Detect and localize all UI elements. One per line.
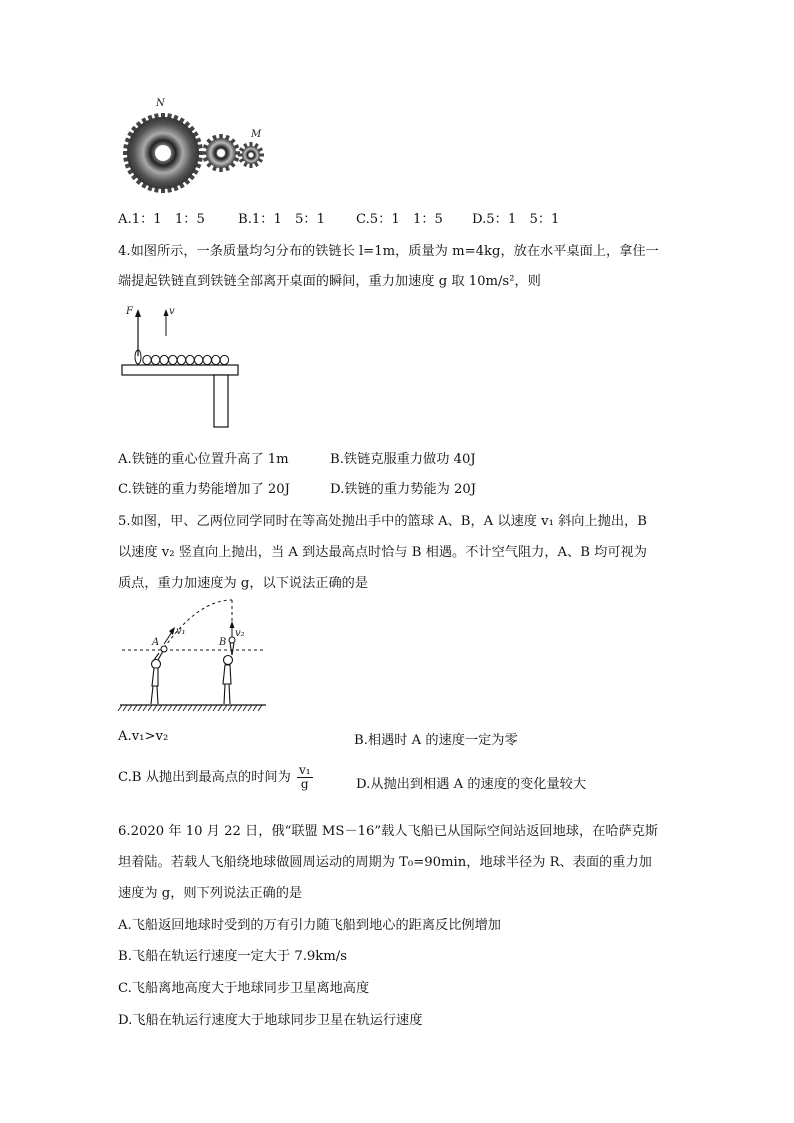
chain-link — [151, 355, 159, 364]
q4-stem-line-2: 端提起铁链直到铁链全部离开桌面的瞬间，重力加速度 g 取 10m/s²，则 — [118, 274, 541, 289]
hatch-line — [198, 705, 202, 711]
hatch-line — [158, 705, 162, 711]
hatch-line — [208, 705, 212, 711]
chain-link — [169, 355, 177, 364]
q4-option-b: B.铁链克服重力做功 40J — [330, 452, 476, 467]
q5-stem-line-2: 以速度 v₂ 竖直向上抛出，当 A 到达最高点时恰与 B 相遇。不计空气阻力，A、B 均可视为 — [118, 545, 647, 560]
chain-figure — [118, 300, 242, 432]
person-a — [151, 651, 163, 704]
hatch-line — [163, 705, 167, 711]
chain — [143, 355, 229, 364]
hatch-line — [243, 705, 247, 711]
hatch-line — [203, 705, 207, 711]
hatch-line — [128, 705, 132, 711]
gear-label-n: N — [156, 98, 165, 109]
hatch-line — [118, 705, 122, 711]
ball-b-label: B — [219, 637, 227, 648]
v2-label: v₂ — [235, 628, 245, 639]
q6-stem-line-1: 6.2020 年 10 月 22 日，俄“联盟 MS－16”载人飞船已从国际空间站返回地球，在哈萨克斯 — [118, 824, 659, 839]
chain-link — [186, 355, 194, 364]
q6-option-d: D.飞船在轨运行速度大于地球同步卫星在轨运行速度 — [118, 1013, 423, 1028]
fraction-numerator: v₁ — [298, 763, 311, 777]
q5-option-b: B.相遇时 A 的速度一定为零 — [354, 733, 518, 748]
hatch-line — [168, 705, 172, 711]
q4-option-a: A.铁链的重心位置升高了 1m — [118, 452, 289, 467]
chain-link — [143, 355, 151, 364]
gears-figure — [118, 96, 270, 196]
chain-link — [177, 355, 185, 364]
q6-option-b: B.飞船在轨运行速度一定大于 7.9km/s — [118, 949, 348, 964]
ground-hatching — [118, 705, 262, 711]
q5-option-c — [118, 764, 315, 791]
ball-a-label: A — [152, 637, 160, 648]
chain-link — [212, 355, 220, 364]
q6-stem-line-3: 速度为 g，则下列说法正确的是 — [118, 886, 303, 901]
chain-link — [220, 355, 228, 364]
q6-stem-line-2: 坦着陆。若载人飞船绕地球做圆周运动的周期为 T₀=90min，地球半径为 R、表面的重力加 — [118, 855, 652, 870]
q4-stem-line-1: 4.如图所示，一条质量均匀分布的铁链长 l=1m，质量为 m=4kg，放在水平桌面上，拿住一 — [118, 244, 659, 259]
velocity-label: v — [169, 306, 175, 317]
hatch-line — [253, 705, 257, 711]
q4-option-d: D.铁链的重力势能为 20J — [330, 482, 477, 497]
hatch-line — [178, 705, 182, 711]
chain-link — [203, 355, 211, 364]
q3-option-c: C.5：1 1：5 — [356, 212, 443, 227]
chain-link — [160, 355, 168, 364]
q3-option-b: B.1：1 5：1 — [238, 212, 326, 227]
hatch-line — [228, 705, 232, 711]
q3-option-d: D.5：1 5：1 — [472, 212, 560, 227]
hatch-line — [258, 705, 262, 711]
q5-option-c-text: C.B 从抛出到最高点的时间为 — [118, 770, 291, 786]
hatch-line — [233, 705, 237, 711]
q5-option-c-fraction — [297, 764, 313, 791]
hatch-line — [218, 705, 222, 711]
hatch-line — [213, 705, 217, 711]
q5-option-a: A.v₁>v₂ — [118, 729, 169, 744]
hatch-line — [123, 705, 127, 711]
gear-label-m: M — [251, 129, 262, 140]
hatch-line — [188, 705, 192, 711]
chain-link — [194, 355, 202, 364]
q6-option-a: A.飞船返回地球时受到的万有引力随飞船到地心的距离反比例增加 — [118, 918, 501, 933]
fraction-denominator: g — [300, 777, 309, 792]
hatch-line — [183, 705, 187, 711]
hatch-line — [173, 705, 177, 711]
hatch-line — [143, 705, 147, 711]
hatch-line — [238, 705, 242, 711]
hatch-line — [153, 705, 157, 711]
force-label: F — [126, 306, 133, 317]
q5-stem-line-3: 质点，重力加速度为 g，以下说法正确的是 — [118, 576, 369, 591]
q3-option-a: A.1：1 1：5 — [118, 212, 205, 227]
hatch-line — [248, 705, 252, 711]
hatch-line — [223, 705, 227, 711]
hatch-line — [133, 705, 137, 711]
q6-option-c: C.飞船离地高度大于地球同步卫星离地高度 — [118, 981, 370, 996]
hatch-line — [148, 705, 152, 711]
hatch-line — [138, 705, 142, 711]
v1-label: v₁ — [176, 626, 186, 637]
q5-option-d: D.从抛出到相遇 A 的速度的变化量较大 — [356, 777, 587, 792]
hatch-line — [193, 705, 197, 711]
q4-option-c: C.铁链的重力势能增加了 20J — [118, 482, 290, 497]
q5-stem-line-1: 5.如图，甲、乙两位同学同时在等高处抛出手中的篮球 A、B，A 以速度 v₁ 斜向上抛出，B — [118, 514, 647, 529]
person-b — [223, 643, 234, 704]
throw-figure — [118, 598, 268, 718]
